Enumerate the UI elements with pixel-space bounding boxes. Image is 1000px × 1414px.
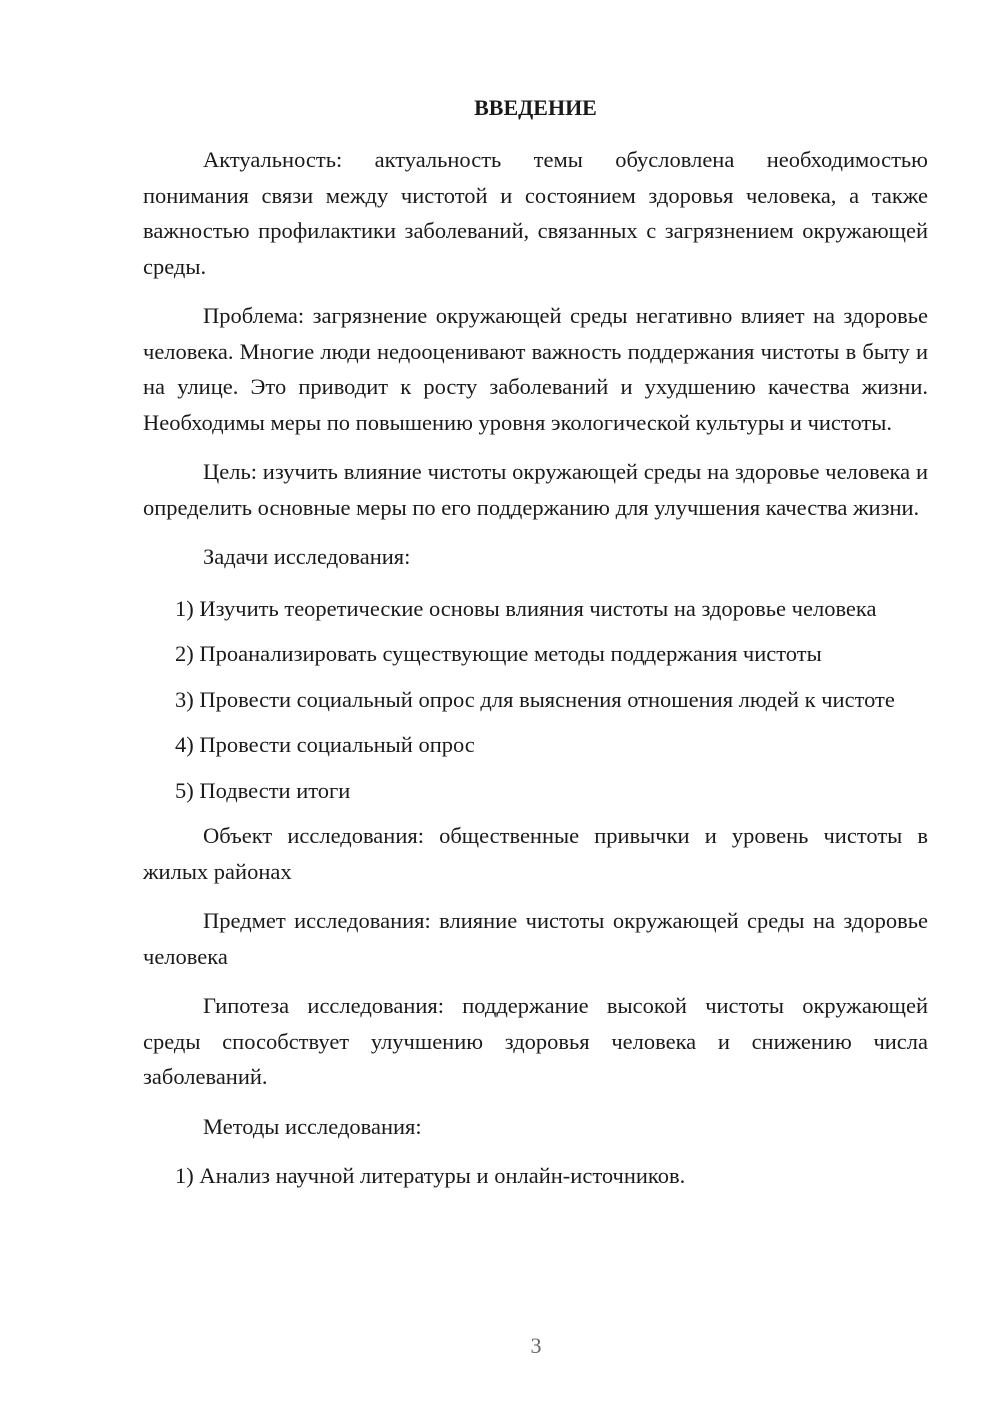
methods-heading: Методы исследования:	[203, 1113, 422, 1139]
goal-paragraph: Цель: изучить влияние чистоты окружающей среды на здоровье человека и определить основные меры по его поддержанию для улучшения качества жизни.	[143, 459, 928, 520]
section-title: ВВЕДЕНИЕ	[474, 95, 597, 120]
method-item: 1) Анализ научной литературы и онлайн-источников.	[175, 1163, 686, 1188]
subject-paragraph: Предмет исследования: влияние чистоты окружающей среды на здоровье человека	[143, 908, 928, 969]
task-item: 1) Изучить теоретические основы влияния чистоты на здоровье человека	[175, 595, 877, 621]
hypothesis-paragraph: Гипотеза исследования: поддержание высокой чистоты окружающей среды способствует улучшению здоровья человека и снижению числа заболеваний.	[143, 993, 928, 1089]
task-item: 3) Провести социальный опрос для выяснения отношения людей к чистоте	[175, 686, 895, 712]
task-item: 5) Подвести итоги	[175, 777, 351, 803]
relevance-paragraph: Актуальность: актуальность темы обусловлена необходимостью понимания связи между чистотой и состоянием здоровья человека, а также важностью профилактики заболеваний, связанных с загрязнением окружающей среды.	[143, 147, 928, 279]
page-content	[143, 92, 928, 1204]
problem-paragraph: Проблема: загрязнение окружающей среды негативно влияет на здоровье человека. Многие люди недооценивают важность поддержания чистоты в быту и на улице. Это приводит к росту заболеваний и ухудшению качества жизни. Необходимы меры по повышению уровня экологической культуры и чистоты.	[143, 303, 928, 435]
task-item: 2) Проанализировать существующие методы поддержания чистоты	[175, 641, 822, 666]
tasks-heading: Задачи исследования:	[203, 544, 411, 569]
task-item: 4) Провести социальный опрос	[175, 732, 475, 757]
object-paragraph: Объект исследования: общественные привычки и уровень чистоты в жилых районах	[143, 823, 928, 884]
page-number: 3	[530, 1333, 542, 1358]
